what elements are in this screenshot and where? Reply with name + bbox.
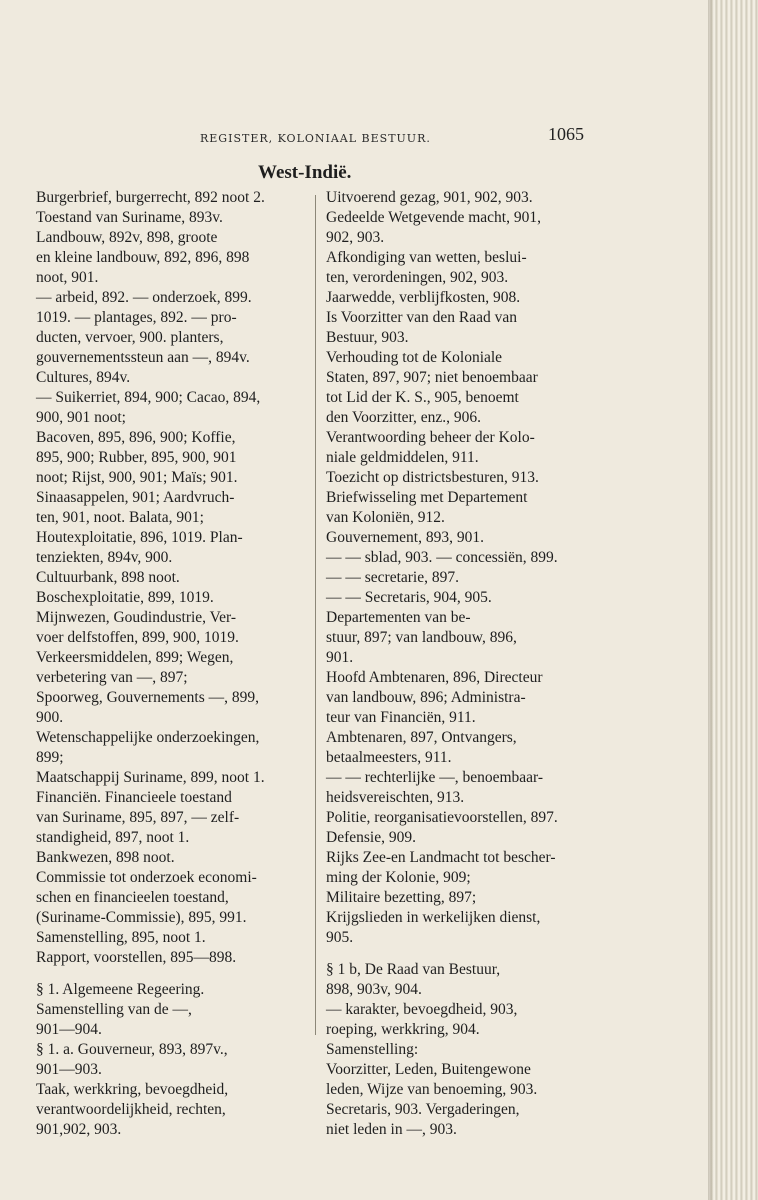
index-line: voer delfstoffen, 899, 900, 1019. [36, 629, 239, 646]
index-line: Hoofd Ambtenaren, 896, Directeur [326, 669, 543, 686]
index-line: — arbeid, 892. — onderzoek, 899. [36, 289, 252, 306]
index-line: heidsvereischten, 913. [326, 789, 465, 806]
index-line: ten, 901, noot. Balata, 901; [36, 509, 204, 526]
index-line: Voorzitter, Leden, Buitengewone [326, 1061, 531, 1078]
index-line: Defensie, 909. [326, 829, 416, 846]
index-line: gouvernementssteun aan —, 894v. [36, 349, 250, 366]
index-line: ducten, vervoer, 900. planters, [36, 329, 224, 346]
index-line: van Koloniën, 912. [326, 509, 445, 526]
index-line: Mijnwezen, Goudindustrie, Ver- [36, 609, 237, 626]
spacer [36, 968, 308, 980]
index-line: 901,902, 903. [36, 1121, 122, 1138]
column-divider [315, 195, 316, 1035]
index-line: 902, 903. [326, 229, 385, 246]
page-number: 1065 [548, 124, 584, 144]
index-line: — karakter, bevoegdheid, 903, [326, 1001, 518, 1018]
index-line: Krijgslieden in werkelijken dienst, [326, 909, 541, 926]
index-line: § 1. Algemeene Regeering. [36, 981, 205, 998]
index-line: Spoorweg, Gouvernements —, 899, [36, 689, 259, 706]
index-line: Boschexploitatie, 899, 1019. [36, 589, 214, 606]
index-line: Sinaasappelen, 901; Aardvruch- [36, 489, 235, 506]
index-line: schen en financieelen toestand, [36, 889, 229, 906]
spacer [326, 948, 602, 960]
index-line: § 1 b, De Raad van Bestuur, [326, 961, 501, 978]
index-line: tot Lid der K. S., 905, benoemt [326, 389, 519, 406]
index-line: 899; [36, 749, 64, 766]
index-line: Taak, werkkring, bevoegdheid, [36, 1081, 229, 1098]
index-line: Samenstelling, 895, noot 1. [36, 929, 206, 946]
index-line: Bacoven, 895, 896, 900; Koffie, [36, 429, 236, 446]
index-line: 895, 900; Rubber, 895, 900, 901 [36, 449, 237, 466]
index-line: — — Secretaris, 904, 905. [326, 589, 492, 606]
index-line: ten, verordeningen, 902, 903. [326, 269, 509, 286]
index-line: Bestuur, 903. [326, 329, 409, 346]
index-line: 900. [36, 709, 64, 726]
index-line: tenziekten, 894v, 900. [36, 549, 173, 566]
index-line: — Suikerriet, 894, 900; Cacao, 894, [36, 389, 261, 406]
index-line: Briefwisseling met Departement [326, 489, 528, 506]
index-line: den Voorzitter, enz., 906. [326, 409, 482, 426]
index-line: Politie, reorganisatievoorstellen, 897. [326, 809, 558, 826]
index-line: 898, 903v, 904. [326, 981, 422, 998]
index-line: 901—904. [36, 1021, 102, 1038]
index-line: 1019. — plantages, 892. — pro- [36, 309, 237, 326]
index-line: niale geldmiddelen, 911. [326, 449, 479, 466]
index-line: Afkondiging van wetten, beslui- [326, 249, 527, 266]
index-line: ming der Kolonie, 909; [326, 869, 471, 886]
index-line: verbetering van —, 897; [36, 669, 188, 686]
index-line: Bankwezen, 898 noot. [36, 849, 175, 866]
index-line: Verantwoording beheer der Kolo- [326, 429, 535, 446]
index-line: Cultuurbank, 898 noot. [36, 569, 180, 586]
index-line: Burgerbrief, burgerrecht, 892 noot 2. [36, 189, 265, 206]
index-line: Financiën. Financieele toestand [36, 789, 232, 806]
index-line: Is Voorzitter van den Raad van [326, 309, 517, 326]
index-line: Maatschappij Suriname, 899, noot 1. [36, 769, 265, 786]
index-line: betaalmeesters, 911. [326, 749, 452, 766]
index-line: leden, Wijze van benoeming, 903. [326, 1081, 538, 1098]
index-line: Rapport, voorstellen, 895—898. [36, 949, 237, 966]
index-line: (Suriname-Commissie), 895, 991. [36, 909, 247, 926]
index-line: stuur, 897; van landbouw, 896, [326, 629, 517, 646]
index-line: teur van Financiën, 911. [326, 709, 476, 726]
index-line: — — secretarie, 897. [326, 569, 459, 586]
index-line: Uitvoerend gezag, 901, 902, 903. [326, 189, 533, 206]
index-line: Houtexploitatie, 896, 1019. Plan- [36, 529, 243, 546]
index-line: Samenstelling van de —, [36, 1001, 192, 1018]
index-line: 901—903. [36, 1061, 102, 1078]
section-title: West-Indië. [258, 162, 352, 183]
index-line: Landbouw, 892v, 898, groote [36, 229, 218, 246]
index-line: Secretaris, 903. Vergaderingen, [326, 1101, 520, 1118]
index-line: Ambtenaren, 897, Ontvangers, [326, 729, 517, 746]
index-line: Departementen van be- [326, 609, 471, 626]
index-line: Gouvernement, 893, 901. [326, 529, 484, 546]
index-line: Commissie tot onderzoek economi- [36, 869, 257, 886]
index-line: — — rechterlijke —, benoembaar- [326, 769, 544, 786]
index-line: roeping, werkkring, 904. [326, 1021, 480, 1038]
index-line: en kleine landbouw, 892, 896, 898 [36, 249, 250, 266]
running-head: REGISTER, KOLONIAAL BESTUUR. [200, 132, 431, 145]
index-line: 901. [326, 649, 354, 666]
index-line: Staten, 897, 907; niet benoembaar [326, 369, 538, 386]
index-line: Militaire bezetting, 897; [326, 889, 477, 906]
index-line: noot; Rijst, 900, 901; Maïs; 901. [36, 469, 238, 486]
index-line: Verhouding tot de Koloniale [326, 349, 503, 366]
index-line: Verkeersmiddelen, 899; Wegen, [36, 649, 234, 666]
index-line: van landbouw, 896; Administra- [326, 689, 526, 706]
index-line: 905. [326, 929, 354, 946]
page-edge-stack [708, 0, 758, 1200]
index-line: 900, 901 noot; [36, 409, 126, 426]
right-column [326, 188, 602, 1140]
index-line: noot, 901. [36, 269, 99, 286]
index-line: § 1. a. Gouverneur, 893, 897v., [36, 1041, 228, 1058]
index-line: Toezicht op districtsbesturen, 913. [326, 469, 539, 486]
index-line: Gedeelde Wetgevende macht, 901, [326, 209, 541, 226]
left-column [36, 188, 308, 1140]
index-line: niet leden in —, 903. [326, 1121, 457, 1138]
index-line: Jaarwedde, verblijfkosten, 908. [326, 289, 521, 306]
index-line: standigheid, 897, noot 1. [36, 829, 190, 846]
index-line: Samenstelling: [326, 1041, 419, 1058]
index-line: Wetenschappelijke onderzoekingen, [36, 729, 260, 746]
index-line: — — sblad, 903. — concessiën, 899. [326, 549, 558, 566]
index-line: Toestand van Suriname, 893v. [36, 209, 223, 226]
index-line: verantwoordelijkheid, rechten, [36, 1101, 226, 1118]
index-line: Cultures, 894v. [36, 369, 131, 386]
index-line: Rijks Zee-en Landmacht tot bescher- [326, 849, 556, 866]
index-line: van Suriname, 895, 897, — zelf- [36, 809, 240, 826]
